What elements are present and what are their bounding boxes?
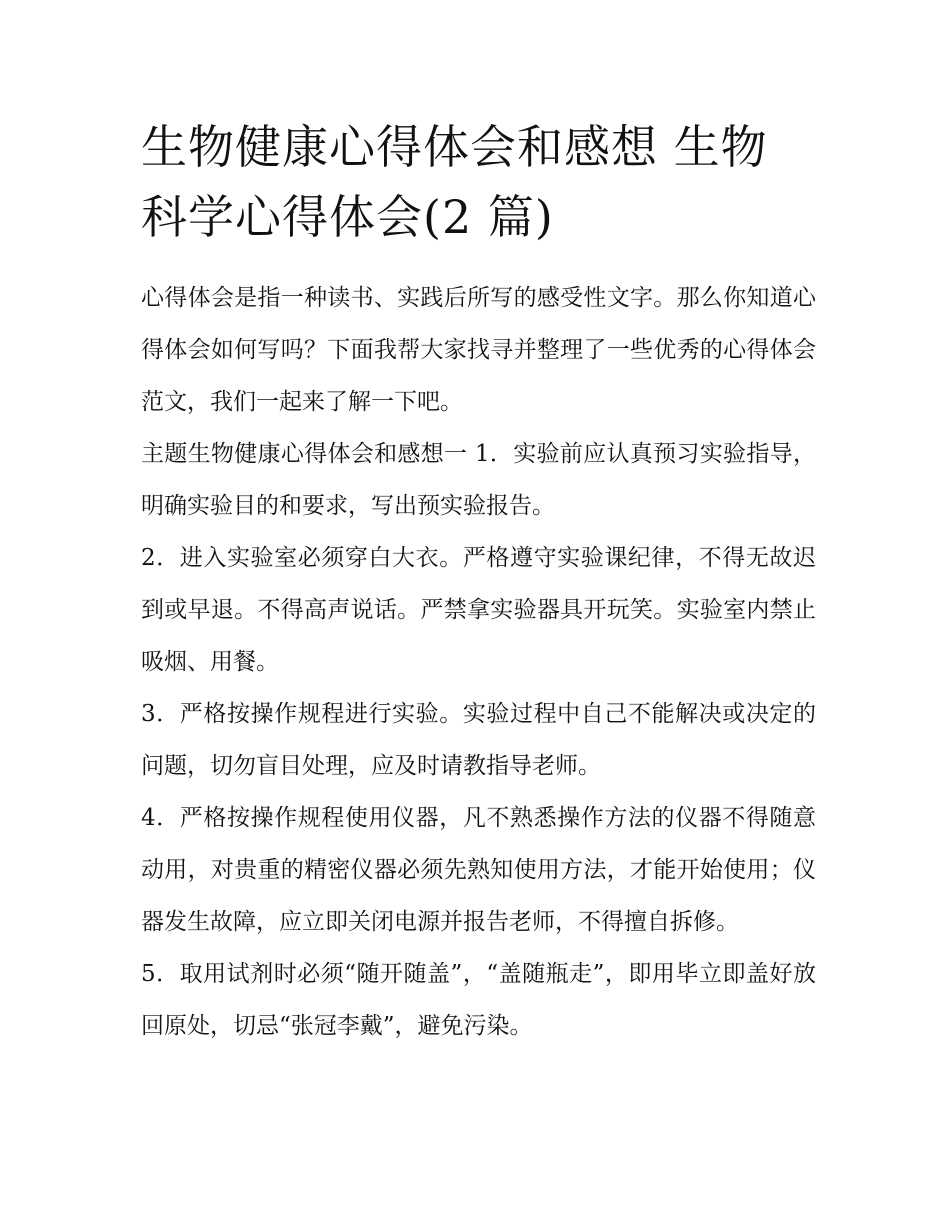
paragraph-item-1: 主题生物健康心得体会和感想一 1．实验前应认真预习实验指导，明确实验目的和要求，写出预实验报告。 — [141, 441, 816, 519]
paragraph-item-5: 5．取用试剂时必须“随开随盖”，“盖随瓶走”，即用毕立即盖好放回原处，切忌“张冠李戴”，避免污染。 — [141, 961, 816, 1039]
paragraph-item-4: 4．严格按操作规程使用仪器，凡不熟悉操作方法的仪器不得随意动用，对贵重的精密仪器必须先熟知使用方法，才能开始使用；仪器发生故障，应立即关闭电源并报告老师，不得擅自拆修。 — [141, 805, 816, 935]
document-title: 生物健康心得体会和感想 生物科学心得体会(2 篇) — [141, 120, 768, 244]
paragraph-intro: 心得体会是指一种读书、实践后所写的感受性文字。那么你知道心得体会如何写吗？下面我帮大家找寻并整理了一些优秀的心得体会范文，我们一起来了解一下吧。 — [141, 285, 816, 415]
paragraph-item-3: 3．严格按操作规程进行实验。实验过程中自己不能解决或决定的问题，切勿盲目处理，应及时请教指导老师。 — [141, 701, 816, 779]
paragraph-item-2: 2．进入实验室必须穿白大衣。严格遵守实验课纪律，不得无故迟到或早退。不得高声说话。严禁拿实验器具开玩笑。实验室内禁止吸烟、用餐。 — [141, 545, 816, 675]
